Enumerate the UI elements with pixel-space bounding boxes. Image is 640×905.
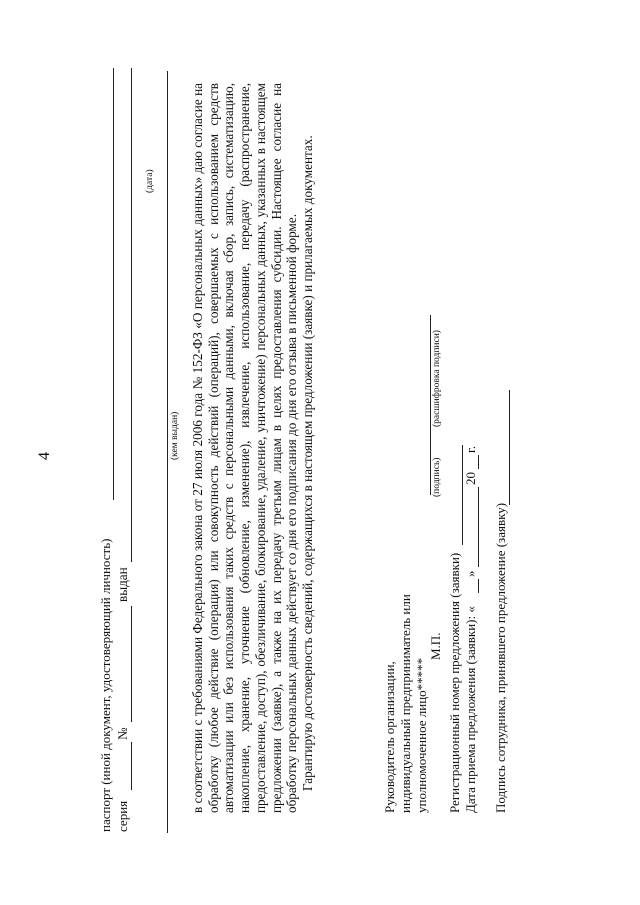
month-underline bbox=[478, 487, 479, 567]
guarantee-paragraph: Гарантирую достоверность сведений, содержащихся в настоящем предложении (заявке) и прилагаемых документах. bbox=[299, 135, 315, 791]
day-underline bbox=[478, 579, 479, 593]
year-prefix: 20 bbox=[463, 472, 478, 485]
passport-label-text: паспорт (иной документ, удостоверяющий личность) bbox=[98, 538, 113, 832]
series-label: серия bbox=[115, 800, 130, 832]
series-row bbox=[115, 801, 131, 832]
signature-caption: (подпись) bbox=[432, 457, 442, 497]
date-quote-close: » bbox=[463, 570, 478, 577]
page-number: 4 bbox=[36, 452, 53, 460]
passport-underline bbox=[113, 68, 114, 500]
employee-signature-label: Подпись сотрудника, принявшего предложение (заявку) bbox=[493, 502, 508, 813]
consent-paragraph: в соответствии с требованиями Федерального закона от 27 июля 2006 года № 152-ФЗ «О персональных данных» даю согласие на обработку (любое действие (операция) или совокупность действий (операций), совершаемых с использованием средств автоматизации или без использования таких средств с персональными данными, включая сбор, запись, систематизацию, накопление, хранение, уточнение (обновление, изменение), извлечение, использование, передачу (распространение, предоставление, доступ), обезличивание, блокирование, удаление, уничтожение) персональных данных, указанных в настоящем предложении (заявке), а также на их передачу третьим лицам в целях предоставления субсидии. Настоящее согласие на обработку персональных данных действует со дня его подписания до дня его отзыва в письменной форме. bbox=[190, 83, 300, 813]
decoding-underline bbox=[430, 315, 431, 425]
signatory-line-3: уполномоченное лицо***** bbox=[414, 657, 429, 813]
year-suffix: г. bbox=[463, 445, 478, 453]
signatory-line-2: индивидуальный предприниматель или bbox=[398, 594, 413, 813]
date-caption: (дата) bbox=[145, 169, 155, 193]
decoding-caption: (расшифровка подписи) bbox=[432, 330, 442, 427]
signature-underline bbox=[430, 425, 431, 495]
employee-signature-underline bbox=[509, 390, 510, 505]
issued-by-caption: (кем выдан) bbox=[170, 411, 180, 460]
number-label: № bbox=[115, 727, 130, 740]
issued-label: выдан bbox=[115, 567, 130, 602]
number-underline bbox=[131, 606, 132, 722]
year-underline bbox=[478, 455, 479, 469]
signatory-line-1: Руководитель организации, bbox=[382, 661, 397, 813]
issued-underline bbox=[131, 68, 132, 562]
series-underline bbox=[131, 742, 132, 790]
issued-by-underline bbox=[167, 71, 168, 833]
reg-number-label: Регистрационный номер предложения (заявки) bbox=[447, 552, 462, 813]
passport-label bbox=[98, 539, 114, 832]
stamp-label: М.П. bbox=[428, 632, 443, 660]
reg-number-underline bbox=[462, 445, 463, 545]
reception-date-label: Дата приема предложения (заявки): « bbox=[463, 606, 478, 813]
consent-text-block bbox=[190, 83, 316, 813]
